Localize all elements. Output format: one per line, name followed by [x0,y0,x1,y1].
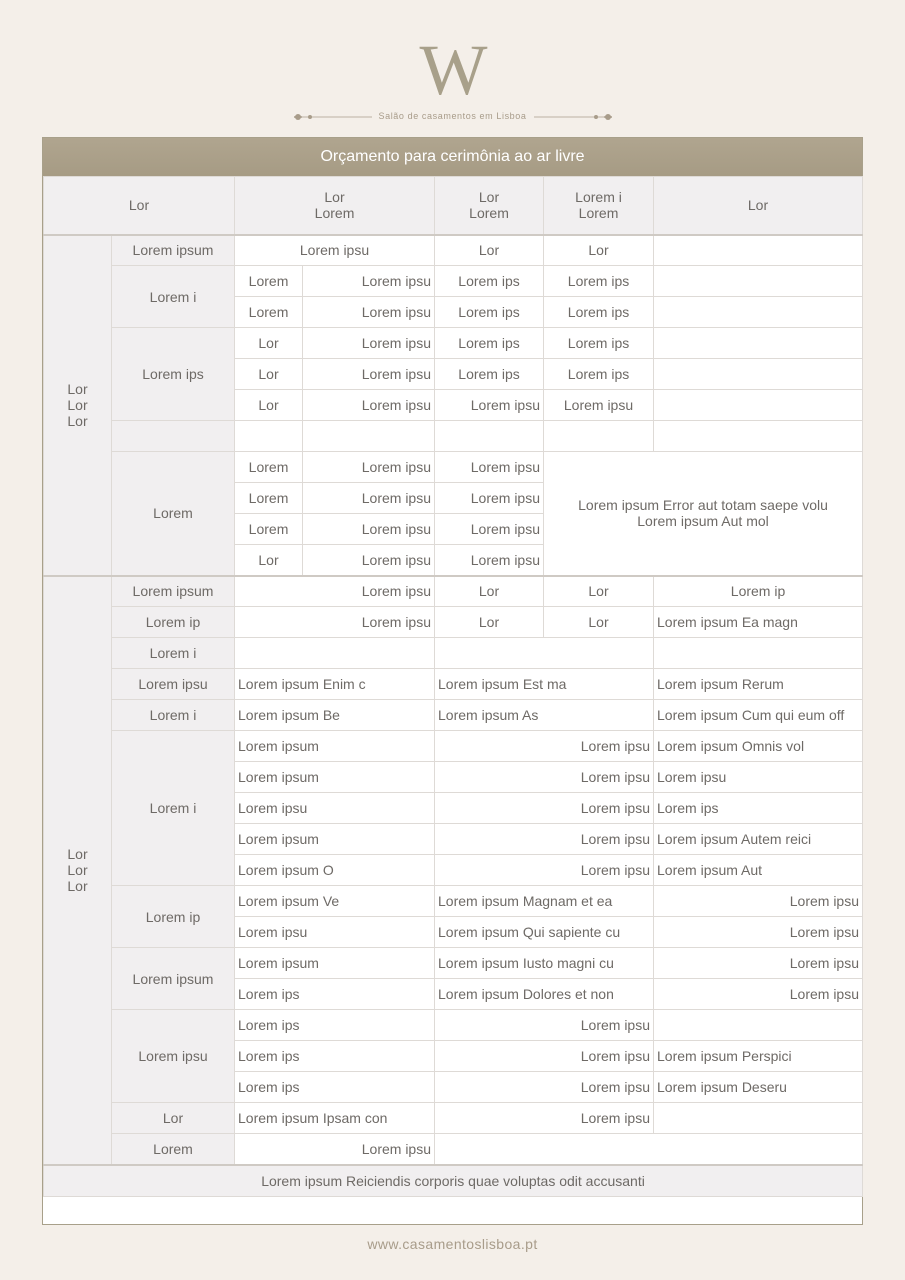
table-cell: Lorem [235,514,303,545]
row-label: Lorem ipsu [112,1010,235,1103]
table-cell: Lorem [235,452,303,483]
row-label: Lorem i [112,266,235,328]
table-cell: Lorem ipsu [435,1072,654,1103]
table-cell: Lorem ipsu [435,855,654,886]
table-cell: Lorem ip [654,576,863,607]
table-cell: Lor [435,607,544,638]
table-cell: Lorem ipsum Dolores et non [435,979,654,1010]
table-cell [654,638,863,669]
table-row [44,607,863,638]
table-cell: Lorem ipsu [303,452,435,483]
table-cell [435,638,654,669]
table-row [44,421,863,452]
section-label: Lor Lor Lor [44,576,112,1165]
table-cell: Lorem ipsu [654,979,863,1010]
table-cell: Lor [235,328,303,359]
table-cell [435,421,544,452]
row-label: Lorem [112,1134,235,1165]
table-row [44,669,863,700]
table-cell [544,421,654,452]
tagline: Salão de casamentos em Lisboa [378,111,527,121]
table-row [44,638,863,669]
table-cell: Lorem ips [235,1041,435,1072]
tagline-row [0,109,905,125]
table-cell: Lorem ips [435,297,544,328]
table-cell: Lorem ipsu [435,1103,654,1134]
table-row [44,700,863,731]
table-cell: Lorem ips [654,793,863,824]
row-label: Lor [112,1103,235,1134]
table-row [44,452,863,483]
header-col-2: Lor Lorem [235,177,435,235]
table-cell: Lorem ipsu [654,917,863,948]
table-cell: Lorem ipsu [235,607,435,638]
header-col-5: Lor [654,177,863,235]
table-cell: Lorem ipsum Be [235,700,435,731]
row-label: Lorem ipsum [112,235,235,266]
table-cell: Lorem ipsu [435,824,654,855]
table-cell: Lorem ipsum Ve [235,886,435,917]
row-label: Lorem i [112,700,235,731]
table-cell: Lorem ipsu [235,235,435,266]
table-cell: Lor [544,576,654,607]
table-cell: Lorem [235,483,303,514]
table-footer-note: Lorem ipsum Reiciendis corporis quae voluptas odit accusanti [44,1165,863,1197]
table-cell: Lorem ipsu [303,390,435,421]
table-cell: Lorem ipsu [435,1010,654,1041]
table-cell: Lorem ipsum As [435,700,654,731]
table-cell: Lorem ipsum Iusto magni cu [435,948,654,979]
budget-table [43,176,863,1197]
row-label: Lorem ip [112,607,235,638]
table-cell: Lor [435,235,544,266]
table-cell [303,421,435,452]
table-cell: Lorem ipsu [435,390,544,421]
table-cell: Lorem ipsum [235,948,435,979]
row-label: Lorem ip [112,886,235,948]
table-cell: Lorem ipsu [303,514,435,545]
table-footer-row [44,1165,863,1197]
table-cell: Lorem ipsum Rerum [654,669,863,700]
table-cell: Lorem [235,266,303,297]
table-cell: Lorem ipsu [435,483,544,514]
table-cell: Lorem ips [435,266,544,297]
table-row [44,328,863,359]
table-cell: Lorem ipsu [654,762,863,793]
table-cell: Lorem ips [435,328,544,359]
table-cell: Lorem ipsu [654,886,863,917]
table-cell: Lorem ipsum Qui sapiente cu [435,917,654,948]
table-cell: Lorem ipsum [235,824,435,855]
table-row [44,1103,863,1134]
table-cell: Lorem ipsu [235,917,435,948]
table-cell: Lorem ips [235,1010,435,1041]
table-cell [654,266,863,297]
header-col-3: Lor Lorem [435,177,544,235]
row-label: Lorem ipsu [112,669,235,700]
table-cell [654,297,863,328]
table-cell: Lorem ips [544,328,654,359]
note-cell: Lorem ipsum Error aut totam saepe volu Lorem ipsum Aut mol [544,452,863,576]
table-cell: Lorem ipsu [435,731,654,762]
table-title: Orçamento para cerimônia ao ar livre [43,138,862,176]
table-cell: Lorem ipsum Est ma [435,669,654,700]
logo-monogram: W [419,30,486,110]
table-cell: Lorem ips [544,359,654,390]
table-header-row [44,177,863,235]
table-cell [654,421,863,452]
table-cell: Lorem ipsu [435,762,654,793]
table-cell: Lor [544,607,654,638]
table-cell: Lorem ipsu [435,793,654,824]
row-label: Lorem ips [112,328,235,421]
table-row [44,948,863,979]
table-cell: Lor [544,235,654,266]
table-cell: Lorem ipsu [435,514,544,545]
table-cell: Lorem ipsu [303,359,435,390]
table-cell: Lorem ipsum O [235,855,435,886]
website-footer: www.casamentoslisboa.pt [367,1236,538,1252]
row-label [112,421,235,452]
row-label: Lorem ipsum [112,948,235,1010]
table-cell [654,328,863,359]
table-cell [235,638,435,669]
table-cell: Lorem ipsum Aut [654,855,863,886]
table-cell: Lorem ipsu [235,793,435,824]
table-cell [435,1134,863,1165]
table-cell [235,421,303,452]
table-cell: Lor [235,545,303,576]
logo-header [0,30,905,110]
table-cell: Lorem ipsum Enim c [235,669,435,700]
row-label: Lorem [112,452,235,576]
table-row [44,235,863,266]
table-cell: Lor [235,390,303,421]
table-row [44,886,863,917]
table-row [44,1134,863,1165]
header-col-4: Lorem i Lorem [544,177,654,235]
table-cell: Lor [435,576,544,607]
table-cell: Lorem ipsu [303,328,435,359]
table-cell: Lorem ipsum Autem reici [654,824,863,855]
table-cell: Lorem ipsum Perspici [654,1041,863,1072]
table-cell: Lorem ipsum Omnis vol [654,731,863,762]
table-cell: Lorem ipsu [544,390,654,421]
table-cell: Lorem ipsu [435,545,544,576]
table-cell: Lorem ips [235,979,435,1010]
table-row [44,731,863,762]
table-cell: Lorem ipsu [303,545,435,576]
table-cell: Lorem ipsu [303,483,435,514]
row-label: Lorem i [112,731,235,886]
table-cell: Lorem ipsu [303,297,435,328]
table-cell: Lorem ipsum Ea magn [654,607,863,638]
header-col-1: Lor [44,177,235,235]
table-cell: Lorem ipsum Magnam et ea [435,886,654,917]
row-label: Lorem i [112,638,235,669]
table-cell: Lorem ipsu [654,948,863,979]
table-cell: Lorem [235,297,303,328]
table-row [44,1010,863,1041]
table-row [44,266,863,297]
table-cell: Lor [235,359,303,390]
table-cell: Lorem ipsu [235,1134,435,1165]
table-cell: Lorem ips [544,266,654,297]
table-cell: Lorem ipsum Cum qui eum off [654,700,863,731]
table-cell: Lorem ipsum [235,731,435,762]
table-cell: Lorem ipsu [435,1041,654,1072]
table-cell: Lorem ipsu [435,452,544,483]
table-cell [654,1103,863,1134]
table-cell: Lorem ipsu [235,576,435,607]
table-row [44,576,863,607]
table-cell: Lorem ips [235,1072,435,1103]
table-cell: Lorem ips [544,297,654,328]
section-label: Lor Lor Lor [44,235,112,576]
table-cell: Lorem ips [435,359,544,390]
table-cell: Lorem ipsum [235,762,435,793]
table-cell: Lorem ipsum Deseru [654,1072,863,1103]
right-ornament-icon [532,111,614,123]
row-label: Lorem ipsum [112,576,235,607]
table-cell [654,235,863,266]
table-cell [654,390,863,421]
table-cell [654,1010,863,1041]
table-cell [654,359,863,390]
table-cell: Lorem ipsu [303,266,435,297]
budget-table-card [42,137,863,1225]
table-cell: Lorem ipsum Ipsam con [235,1103,435,1134]
